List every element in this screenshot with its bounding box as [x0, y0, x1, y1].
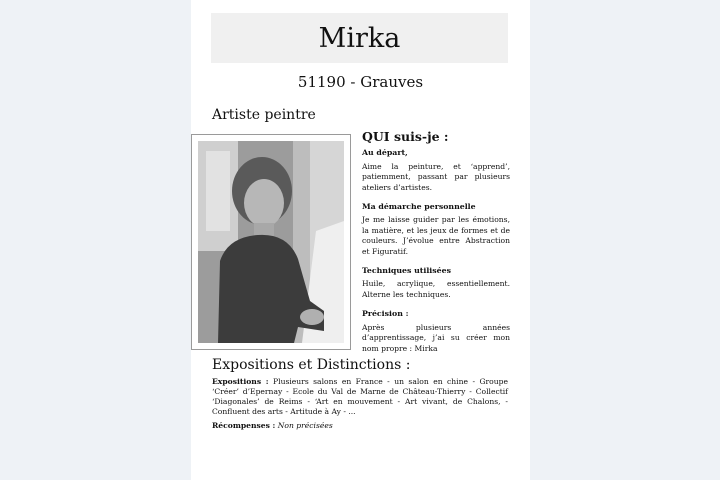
bio-section-text: Aime la peinture, et ‘apprend’, patiemment, passant par plusieurs ateliers d’artistes. [362, 161, 510, 192]
exhibitions-label: Expositions : [212, 377, 269, 386]
bio-section-text: Après plusieurs années d’apprentissage, j’ai su créer mon nom propre : Mirka [362, 322, 510, 353]
awards-label: Récompenses : [212, 421, 276, 430]
awards-value: Non précisées [277, 421, 333, 430]
profile-page [191, 0, 530, 480]
artist-profession: Artiste peintre [212, 107, 316, 123]
artist-name: Mirka [318, 22, 401, 54]
artist-portrait-photo [198, 141, 344, 343]
photo-frame [191, 134, 351, 350]
bio-section [362, 129, 510, 363]
exhibitions-text [212, 377, 508, 417]
bio-section-title: Précision : [362, 309, 409, 319]
title-banner [211, 13, 508, 63]
bio-section-text: Huile, acrylique, essentiellement. Alterne les techniques. [362, 279, 510, 299]
bio-section-title: Au départ, [362, 148, 408, 158]
awards-line [212, 421, 333, 430]
exhibitions-heading: Expositions et Distinctions : [212, 357, 411, 373]
exhibitions-list: Plusieurs salons en France - un salon en chine - Groupe ‘Créer’ d’Epernay - Ecole du Val de Marne de Château-Thierry - Collectif ‘Diagonales’ de Reims - ‘Art en mouvement - Art vivant, de Chalons, - Confluent des arts - Artitude à Ay - ... [212, 377, 508, 416]
bio-section-title: Techniques utilisées [362, 266, 451, 276]
bio-section-text: Je me laisse guider par les émotions, la matière, et les jeux de formes et de couleurs. J’évolue entre Abstraction et Figuratif. [362, 215, 510, 256]
bio-heading: QUI suis-je : [362, 129, 449, 144]
artist-location: 51190 - Grauves [297, 73, 424, 91]
bio-section-title: Ma démarche personnelle [362, 202, 476, 212]
